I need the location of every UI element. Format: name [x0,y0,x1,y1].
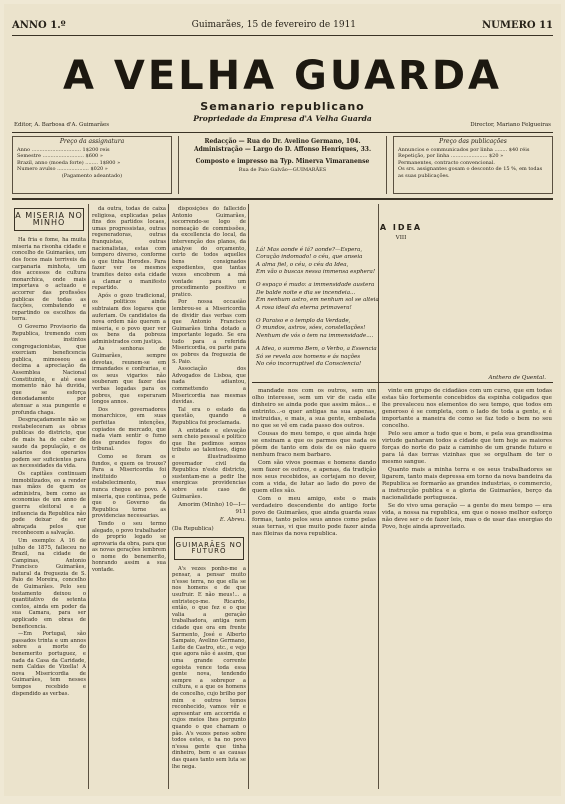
subscription-line: Brazil, anno (moeda forte) ........ 1$800 » [17,159,121,166]
issue-line [12,18,553,32]
paragraph: Tendo o seu termo alegado, o povo trabalhador do proprio legado se aprovaria da obra, para que as novas gerações lembrem o nome do benemerito, honrando assim a sua vontade. [92,520,166,574]
paragraph: Pelo seu amor a tudo que e bom, e pela sua grandissima virtude ganharam todos a cidade que tem hoje as maiores forças do norte do paiz a caminho de um grande futuro e para lá das terras vizinhas que se orgulham de ter o mesmo sangue. [382,431,552,465]
poem-line: Em nenhum astro, em nenhum sol se alteia [256,297,379,304]
poem-line: Nenhum de vós o tem na immensidade.... [256,332,374,339]
office-box [178,136,387,194]
poem-stanza [256,247,546,277]
column-divider [88,204,89,789]
poem-line: O espaço é mudo: a immensidade austera [256,282,375,289]
director-line: Director, Mariano Felgueiras [470,122,551,128]
header-rule-bottom [12,198,553,200]
subscription-title: Preço da assignatura [59,138,125,145]
newspaper-page [4,4,561,796]
paragraph: Um exemplo: A 16 de julho de 1875, falleceu no Brazil, na cidade de Campinas, Antonio Francisco Guimarães, natural da freguezia de S. Paio de Moreira, concelho de Guimarães. Pelo seu testamento deixou o quantitativo de setenta contos, ainda em poder da sua Camara, para ser applicado em obras de beneficencia. [12,537,86,630]
masthead-subtitle: Semanario republicano [200,100,365,113]
paragraph: Se do vivo uma geração — a gente do meu tempo — era vida, a nossa na republica, em que o nosso melhor esforço não deve ser o de fazer leis, mas o de usar das energias do Povo, hoje ainda aproveitado. [382,503,552,530]
poem-stanza [256,282,546,312]
paragraph: Quanto mais a minha terra e os seus trabalhadores se ligarem, tanto mais depressa em torno da nova bandeira da Republica se formarão as grandes industrias, o commercio, a instrucção publica e a gloria de Guimarães, berço da nacionalidade portugueza. [382,467,552,501]
press-line: Composto e impresso na Typ. Minerva Vimaranense [195,158,370,165]
poem-line: A alma fiel, o céu, o céu da Idea, [256,261,349,268]
article-futuro-col4 [252,388,376,789]
publications-title: Preço das publicações [439,138,507,145]
subscription-line: Anno ............................... 1$200 reis [17,146,110,153]
subscription-box [12,136,172,194]
paragraph: Com o meu amigo, este o mais verdadeiro descendente do antigo forte povo de Guimarães, que ainda guarda suas formas, tanto pelos seus annos como pelas suas terras, vi que muito pode fazer ainda nas fileiras da nova republica. [252,496,376,537]
article-futuro-title: GUIMARÃES NO FUTURO [174,537,244,560]
article-dateline: Amorim (Minho) 10—I—911 [178,502,246,515]
article-col3 [172,206,246,789]
masthead-title: A VELHA GUARDA [62,53,502,99]
issue-date: Guimarães, 15 de fevereiro de 1911 [191,20,357,30]
redaccao-line: Redacção — Rua do Dr. Avelino Germano, 104. [204,138,361,145]
paragraph: As senhoras de Guimarães, sempre devotas, reunem-se em irmandades e confrarias, e os seus vigarios não souberam que fazer das verbas legadas para os pobres, que esperaram longos annos. [92,346,166,406]
paragraph: Desgraçadamente não se restabeleceram as obras publicas do districto, que de mais ha de caber de saude da população, e os salarios dos operarios podem ser suficientes para as necessidades da vida. [12,417,86,470]
article-miseria-col1 [12,204,86,789]
poem-line: Coração indomado! o céu, que anseia [256,254,363,261]
poem-rule [252,382,553,383]
publications-line: Repetição, por linha ....................... $20 » [398,153,504,159]
paragraph: O Governo Provisorio da Republica, tremendo com os instintos congregacionistas, que exerciam beneficencia publica, mimoseou as decima a apreciação da Assemblea Nacional Constituinte, e até esse momento não há duvida, que se esforça denodadamente por atenuar a sua pungente e profunda chaga. [12,323,86,416]
poem-number: VIII [395,235,407,242]
poem-stanza [256,318,546,340]
paragraph: Tal era o estado da questão, quando a Republica foi proclamada. [172,406,246,426]
paragraph: mandade nos com os outros, sem um olho interesse, sem um vir de cada elle dinheiro se ainda pode que assim mãos... e entrinto...-o quer antigas na sua apenas, instruidas, e mais, a sua gente, embalada no que se vê em cada passo dos outros. [252,388,376,429]
paragraph: A entidade e elevação sem cheio pessoal e politico que lhe pedimos somos tributo ao talentoso, digno e illustradissimo governador civil da Republica n'este districto, sustentam-me a pedir lhe energicas providencias sobre este caso de Guimarães. [172,427,246,500]
poem-block [256,224,546,382]
press-address: Rua de Paio Galvão—GUIMARÃES [238,167,327,173]
publications-box [393,136,553,194]
publications-line: Os srs. assignantes gosam o desconto de 15 %, em todas as suas publicações. [398,166,543,179]
paragraph: Com são vivos poemas e homens dando sem fazer os outros, e apenas, da tradição nos seus recebidos, as cortejam no dever, com a vida, de lutar ao lado do povo de quem elles são. [252,460,376,494]
paragraph: Por nossa occasião lembrou-se a Misericordia de dividir das verbas com que Antonio Francisco Guimarães tinha dotado a importante legado. Se era tudo para a referida Misericordia, ou parte para os pobres da freguezia de S. Paio. [172,299,246,365]
paragraph: —Em Portugal, são passados trinta e um annos sobre a morte do benemerito portuguez, e nada da Casa da Caridade, nem Caldas de Vizella! A nova Misericordia de Guimarães, tem nesses tempos recebido e dispendido as verbas. [12,631,86,697]
paragraph: Cousas do meu tempo, e que ainda hoje se ensinam a que os parmos que nada os põem de tanto em dois de os não quero nenhum fraco nem barbaro. [252,431,376,458]
article-miseria-title: A MISERIA NO MINHO [14,208,84,231]
poem-stanza [256,346,546,368]
publications-line: Permanentes, contracto convencional. [398,159,495,166]
column-divider [168,204,169,789]
paragraph: Como se foram os fundos, e quem os trouxe? Para a Misericordia foi instituido o estabelecimento, mas nunca chegou ao povo. A miseria, que continua, pede que o Governo da Republica torne as providencias necessarias. [92,453,166,520]
subscription-line: Semestre .......................... $600 » [17,153,103,159]
proprietor-line: Propriedade da Empresa d'A Velha Guarda [193,114,372,123]
poem-line: Só se revela aos homens e ás nações [256,353,361,360]
paragraph: A's vezes ponho-me a pensar, a pensar muito n'esse terra, no que ella se nos homens e de que usufruir. E não meus!... a entristeço-me. Ricardo, então, o que fez e o que valia a geração trabalhadora, antiga nem cidade que ora em frente Sarmento, José e Alberto Sampaio, Avelino Germano, Leite de Castro, etc., e vejo que agora não é assim, que uma grande corrente egoista vence toda essa gente nova, tendendo sempre a sobrepor a cultura, e a que os homens de concelho, cujo brilho por mim e outros temos reconhecido, vamos vêr e apresentar em accorrida e cujos meios lhes pergunto quando o que chamam o pão. A's vezes penso sobre todos estes, e ha no povo n'essa gente que tinha dinheiro, bem e as causas das quaes tanto sem luta se lhe nega. [172,565,246,770]
issue-number: NUMERO 11 [482,19,553,31]
poem-line: Ó mundos, astros, sóes, constellações! [256,325,366,332]
header-rule-mid [12,132,553,133]
editor-line: Editor, A. Barbosa d'A. Guimarães [14,122,110,128]
poem-title: A IDEA [379,223,423,232]
poem-line: O Paraiso e o templo da Verdade, [256,318,351,325]
paragraph: Ha fria e fome, ha muita miseria na risonha cidade e concelho de Guimarães, um dos focos mais terriveis da carpanaria minhota, um dos accessos de cultura monarchica, onde mais importava o actuado e accorrer das profissões publicas de todas as facções, combatendo e repartindo os escolhos da terra. [12,237,86,323]
column-divider [248,204,249,789]
poem-line: Em vão o buscas nessa immensa esphera! [256,269,376,276]
publications-line: Annuncios e communicados por linha ........ $40 réis [398,146,530,153]
paragraph: Dos governadores monarchicos, em suas perfeitas intenções, copiados de mercado, que nada viam sentir o fumo dos grandes fogos do tribunal. [92,406,166,453]
paragraph: Os capitães continuam immobilizados, eo a render nas mãos de quem os administra, bem como as economias de um anno de guerra eleitoral e a influencia da Republica não pode deixar de ser abraçada pelos que reconhecem a salvação. [12,470,86,537]
issue-year: ANNO 1.º [12,19,66,31]
poem-line: A rosa ideal da eterna primavera! [256,304,352,311]
paragraph: disposições do fallecido Antonio Guimarães, socorrendo-se logo de nomeação de commissões, da excellencia do local, da intervenção dos planos, da analyse do orçamento, certo de todos aquelles bens consignados expedientes, que tantas vezes encobrem a má vontade para um procedimento positivo e pratico. [172,206,246,298]
poem-line: Lá! Mas aonde é lá? aonde?—Espera, [256,246,363,253]
article-source: (Da Republica) [172,525,214,532]
subscription-line: (Pagamento adeantado) [61,172,123,179]
header-rule-top [12,35,553,36]
subscription-line: Numero avulso .................... $020 » [17,166,108,172]
admin-line: Administração — Largo do D. Affonso Henriques, 33. [193,146,372,153]
poem-line: A Idea, o summo Bem, o Verbo, a Essencia [256,346,377,353]
paragraph: vinte em grupo de cidadãos com um curso, que em todas estas tão fortemente concebidos da espinha coligados que lhe prevaleceu nos elementos do seu tempo, que todos em generoso é se completa, com o lado de toda a gente, e é importante a maneira de como se faz todo o bem no seu concelho. [382,388,552,429]
price-boxes [12,136,553,194]
poem-line: De balde noite e dia se incendeia... [256,289,356,296]
poem-line: No céo incorruptivel da Consciencia! [256,361,362,368]
article-miseria-col2 [92,206,166,789]
paragraph: da outra, todas de caixa religiosa, explicadas pelas fins dos partidos locaes, umas progressistas, outras regeneradoras, outras franquistas, outras nacionalistas, estas com tempero diverso, conforme o que tinha Herodes. Para fazer ver os mesmos tramites deixo esta cidade a clamar o manifesto repartido. [92,206,166,292]
article-author: E. Abreu. [219,517,246,524]
paragraph: Associação dos Advogados de Lisboa, que nada adiantou, commettendo a Misericordia nas mesmas duvidas. [172,366,246,406]
paragraph: Após o gozo tradicional, os politicos ainda subtraiam dos logares que auferiam. Os candidatos da nova ordem não querem a miseria, e o povo quer ver os bens da pobreza administrados com justiça. [92,292,166,345]
article-futuro-col5 [382,388,552,789]
poem-author: Anthero de Quental. [488,374,546,381]
